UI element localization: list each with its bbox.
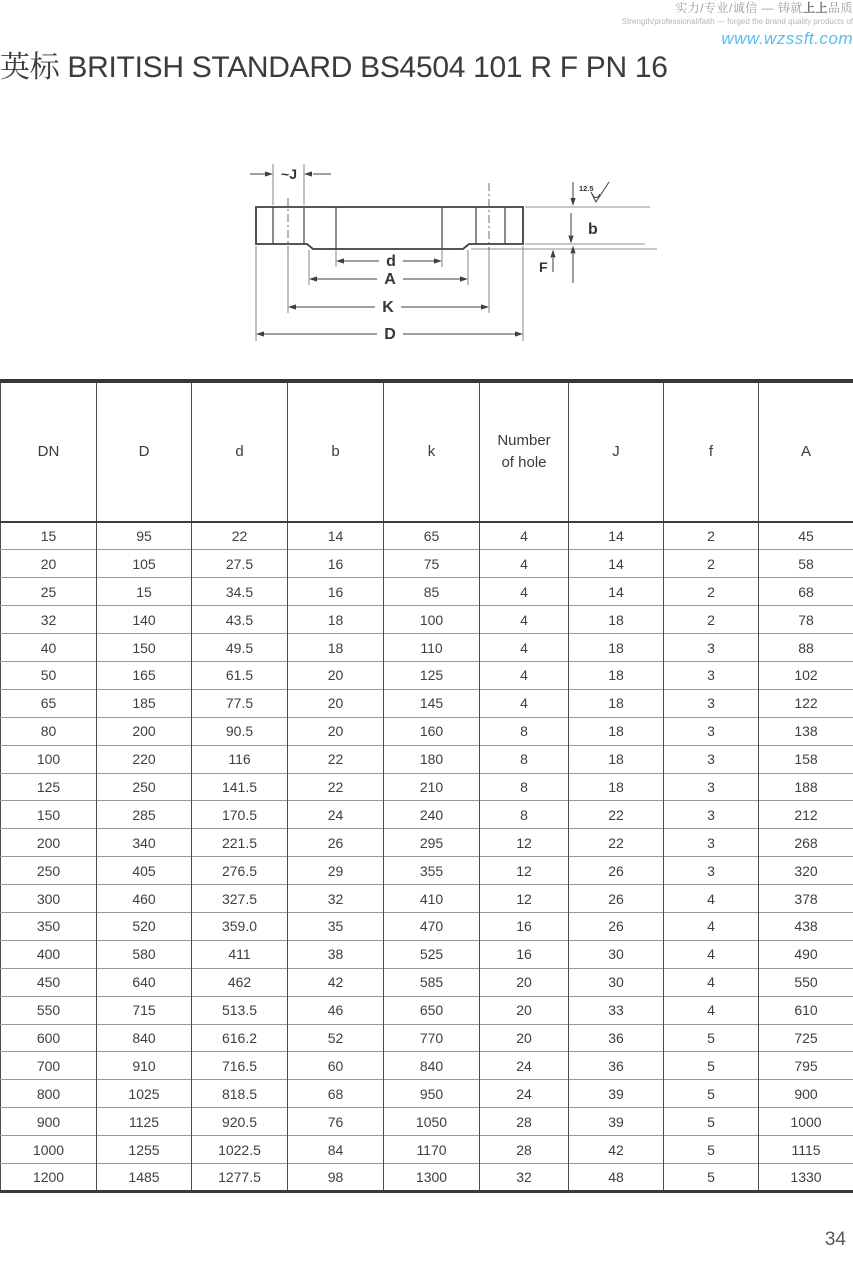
table-cell: 18 <box>569 606 664 634</box>
page-number: 34 <box>824 1229 846 1250</box>
table-cell: 212 <box>759 801 853 829</box>
table-cell: 715 <box>97 996 192 1024</box>
table-cell: 170.5 <box>192 801 288 829</box>
table-cell: 5 <box>664 1136 759 1164</box>
table-cell: 24 <box>288 801 384 829</box>
extension-lines <box>256 164 657 341</box>
table-cell: 75 <box>384 550 480 578</box>
dimension-D <box>256 326 523 343</box>
bore-lines <box>336 207 442 249</box>
table-cell: 378 <box>759 885 853 913</box>
table-cell: 20 <box>480 996 569 1024</box>
table-row <box>1 661 853 689</box>
table-cell: 18 <box>288 606 384 634</box>
table-cell: 550 <box>1 996 97 1024</box>
table-cell: 3 <box>664 829 759 857</box>
table-row <box>1 578 853 606</box>
table-cell: 38 <box>288 940 384 968</box>
table-cell: 438 <box>759 912 853 940</box>
table-cell: 22 <box>288 745 384 773</box>
table-cell: 900 <box>759 1080 853 1108</box>
table-cell: 4 <box>480 578 569 606</box>
table-cell: 30 <box>569 968 664 996</box>
brand-slogan-cn-part2: 品质 <box>827 1 853 15</box>
table-cell: 8 <box>480 745 569 773</box>
table-cell: 3 <box>664 801 759 829</box>
table-cell: 16 <box>480 912 569 940</box>
table-cell: 4 <box>664 885 759 913</box>
table-cell: 14 <box>569 578 664 606</box>
table-cell: 700 <box>1 1052 97 1080</box>
table-header-row <box>1 381 853 522</box>
table-cell: 359.0 <box>192 912 288 940</box>
table-cell: 20 <box>1 550 97 578</box>
table-cell: 340 <box>97 829 192 857</box>
table-row <box>1 550 853 578</box>
table-cell: 78 <box>759 606 853 634</box>
table-cell: 2 <box>664 606 759 634</box>
table-row <box>1 717 853 745</box>
dim-label-K: K <box>382 299 394 316</box>
table-cell: 65 <box>1 689 97 717</box>
table-row <box>1 1136 853 1164</box>
table-cell: 460 <box>97 885 192 913</box>
table-row <box>1 522 853 550</box>
table-cell: 200 <box>1 829 97 857</box>
col-header-b: b <box>288 381 384 522</box>
table-cell: 145 <box>384 689 480 717</box>
table-cell: 4 <box>664 912 759 940</box>
table-row <box>1 912 853 940</box>
table-row <box>1 829 853 857</box>
dimension-A <box>309 271 468 288</box>
table-cell: 2 <box>664 578 759 606</box>
brand-slogan-cn-bold: 上上 <box>802 1 828 15</box>
table-cell: 12 <box>480 857 569 885</box>
table-cell: 200 <box>97 717 192 745</box>
table-cell: 15 <box>1 522 97 550</box>
table-cell: 295 <box>384 829 480 857</box>
table-cell: 24 <box>480 1080 569 1108</box>
table-cell: 716.5 <box>192 1052 288 1080</box>
table-cell: 76 <box>288 1108 384 1136</box>
dimension-K <box>288 299 489 316</box>
table-cell: 1025 <box>97 1080 192 1108</box>
table-cell: 160 <box>384 717 480 745</box>
table-cell: 4 <box>480 606 569 634</box>
table-cell: 240 <box>384 801 480 829</box>
table-cell: 585 <box>384 968 480 996</box>
table-cell: 920.5 <box>192 1108 288 1136</box>
table-cell: 26 <box>569 912 664 940</box>
table-cell: 490 <box>759 940 853 968</box>
table-cell: 8 <box>480 717 569 745</box>
table-cell: 36 <box>569 1052 664 1080</box>
table-row <box>1 606 853 634</box>
table-cell: 4 <box>480 522 569 550</box>
table-cell: 18 <box>569 661 664 689</box>
table-row <box>1 968 853 996</box>
table-cell: 4 <box>480 550 569 578</box>
table-cell: 12 <box>480 885 569 913</box>
table-cell: 32 <box>1 606 97 634</box>
table-cell: 46 <box>288 996 384 1024</box>
table-cell: 50 <box>1 661 97 689</box>
table-row <box>1 1024 853 1052</box>
table-cell: 20 <box>288 689 384 717</box>
table-cell: 795 <box>759 1052 853 1080</box>
table-cell: 327.5 <box>192 885 288 913</box>
table-cell: 27.5 <box>192 550 288 578</box>
table-cell: 98 <box>288 1163 384 1191</box>
table-cell: 40 <box>1 634 97 662</box>
table-cell: 513.5 <box>192 996 288 1024</box>
table-cell: 36 <box>569 1024 664 1052</box>
table-row <box>1 634 853 662</box>
dimension-d <box>336 253 442 270</box>
table-cell: 520 <box>97 912 192 940</box>
table-cell: 25 <box>1 578 97 606</box>
table-cell: 3 <box>664 717 759 745</box>
table-cell: 150 <box>97 634 192 662</box>
table-cell: 8 <box>480 773 569 801</box>
table-cell: 250 <box>97 773 192 801</box>
table-cell: 3 <box>664 745 759 773</box>
table-cell: 5 <box>664 1080 759 1108</box>
brand-website: www.wzssft.com <box>721 28 853 48</box>
table-cell: 800 <box>1 1080 97 1108</box>
table-cell: 210 <box>384 773 480 801</box>
table-cell: 5 <box>664 1108 759 1136</box>
brand-slogan-en: Strength/professional/faith — forged the brand quality products of <box>621 16 853 26</box>
table-cell: 24 <box>480 1052 569 1080</box>
table-cell: 285 <box>97 801 192 829</box>
table-cell: 60 <box>288 1052 384 1080</box>
table-cell: 18 <box>569 745 664 773</box>
table-cell: 4 <box>664 968 759 996</box>
table-row <box>1 801 853 829</box>
table-cell: 100 <box>1 745 97 773</box>
table-cell: 22 <box>569 829 664 857</box>
table-row <box>1 1080 853 1108</box>
table-cell: 39 <box>569 1080 664 1108</box>
table-cell: 1330 <box>759 1163 853 1191</box>
table-cell: 525 <box>384 940 480 968</box>
table-cell: 65 <box>384 522 480 550</box>
table-cell: 220 <box>97 745 192 773</box>
table-cell: 20 <box>288 717 384 745</box>
table-cell: 18 <box>569 773 664 801</box>
table-cell: 300 <box>1 885 97 913</box>
table-cell: 14 <box>288 522 384 550</box>
table-cell: 150 <box>1 801 97 829</box>
dimension-b <box>568 213 598 244</box>
table-cell: 84 <box>288 1136 384 1164</box>
col-header-A: A <box>759 381 853 522</box>
table-cell: 58 <box>759 550 853 578</box>
brand-slogan-cn <box>622 2 853 16</box>
table-cell: 1300 <box>384 1163 480 1191</box>
table-cell: 35 <box>288 912 384 940</box>
table-cell: 4 <box>664 996 759 1024</box>
table-cell: 85 <box>384 578 480 606</box>
table-cell: 20 <box>480 968 569 996</box>
table-row <box>1 745 853 773</box>
table-cell: 900 <box>1 1108 97 1136</box>
table-cell: 910 <box>97 1052 192 1080</box>
table-cell: 45 <box>759 522 853 550</box>
table-cell: 26 <box>569 885 664 913</box>
table-row <box>1 773 853 801</box>
table-cell: 1050 <box>384 1108 480 1136</box>
dimension-F <box>539 246 576 284</box>
table-cell: 188 <box>759 773 853 801</box>
table-cell: 355 <box>384 857 480 885</box>
table-cell: 15 <box>97 578 192 606</box>
table-cell: 61.5 <box>192 661 288 689</box>
table-cell: 3 <box>664 857 759 885</box>
table-cell: 122 <box>759 689 853 717</box>
table-row <box>1 857 853 885</box>
table-cell: 20 <box>480 1024 569 1052</box>
table-cell: 185 <box>97 689 192 717</box>
table-cell: 68 <box>759 578 853 606</box>
table-cell: 8 <box>480 801 569 829</box>
table-cell: 22 <box>288 773 384 801</box>
table-cell: 1115 <box>759 1136 853 1164</box>
table-cell: 818.5 <box>192 1080 288 1108</box>
table-cell: 18 <box>569 634 664 662</box>
table-cell: 450 <box>1 968 97 996</box>
dim-label-b: b <box>588 221 598 238</box>
table-cell: 320 <box>759 857 853 885</box>
table-cell: 32 <box>480 1163 569 1191</box>
table-cell: 3 <box>664 689 759 717</box>
table-cell: 3 <box>664 634 759 662</box>
table-cell: 1485 <box>97 1163 192 1191</box>
table-body <box>1 522 853 1191</box>
table-cell: 250 <box>1 857 97 885</box>
table-cell: 180 <box>384 745 480 773</box>
flange-outline <box>256 207 523 249</box>
table-cell: 3 <box>664 661 759 689</box>
table-cell: 840 <box>97 1024 192 1052</box>
table-cell: 125 <box>384 661 480 689</box>
table-cell: 29 <box>288 857 384 885</box>
table-cell: 5 <box>664 1163 759 1191</box>
table-cell: 462 <box>192 968 288 996</box>
table-cell: 600 <box>1 1024 97 1052</box>
dimension-J <box>250 166 331 182</box>
table-cell: 34.5 <box>192 578 288 606</box>
table-cell: 640 <box>97 968 192 996</box>
table-cell: 950 <box>384 1080 480 1108</box>
table-cell: 3 <box>664 773 759 801</box>
table-cell: 276.5 <box>192 857 288 885</box>
table-cell: 470 <box>384 912 480 940</box>
table-cell: 5 <box>664 1052 759 1080</box>
table-row <box>1 996 853 1024</box>
table-row <box>1 1052 853 1080</box>
table-cell: 102 <box>759 661 853 689</box>
table-cell: 26 <box>288 829 384 857</box>
table-cell: 550 <box>759 968 853 996</box>
surface-roughness-symbol <box>570 182 609 206</box>
col-header-d: d <box>192 381 288 522</box>
flange-cross-section <box>256 183 523 250</box>
table-cell: 268 <box>759 829 853 857</box>
table-cell: 616.2 <box>192 1024 288 1052</box>
table-cell: 1255 <box>97 1136 192 1164</box>
brand-slogan-cn-part1: 实力/专业/诚信 — 铸就 <box>675 1 803 15</box>
table-cell: 22 <box>192 522 288 550</box>
table-cell: 5 <box>664 1024 759 1052</box>
table-cell: 1000 <box>1 1136 97 1164</box>
table-cell: 400 <box>1 940 97 968</box>
table-cell: 410 <box>384 885 480 913</box>
table-cell: 32 <box>288 885 384 913</box>
table-cell: 1277.5 <box>192 1163 288 1191</box>
table-cell: 43.5 <box>192 606 288 634</box>
table-cell: 165 <box>97 661 192 689</box>
table-cell: 4 <box>480 634 569 662</box>
table-cell: 16 <box>288 550 384 578</box>
table-cell: 88 <box>759 634 853 662</box>
dim-label-A: A <box>384 271 396 288</box>
table-cell: 80 <box>1 717 97 745</box>
table-cell: 116 <box>192 745 288 773</box>
table-cell: 12 <box>480 829 569 857</box>
table-cell: 68 <box>288 1080 384 1108</box>
table-cell: 33 <box>569 996 664 1024</box>
dim-label-D: D <box>384 326 396 343</box>
table-cell: 1125 <box>97 1108 192 1136</box>
table-cell: 138 <box>759 717 853 745</box>
table-cell: 95 <box>97 522 192 550</box>
table-cell: 125 <box>1 773 97 801</box>
col-header-number-of-hole: Number of hole <box>480 381 569 522</box>
table-row <box>1 689 853 717</box>
table-cell: 22 <box>569 801 664 829</box>
table-cell: 1170 <box>384 1136 480 1164</box>
col-header-D: D <box>97 381 192 522</box>
table-cell: 411 <box>192 940 288 968</box>
table-cell: 405 <box>97 857 192 885</box>
table-cell: 42 <box>569 1136 664 1164</box>
table-cell: 158 <box>759 745 853 773</box>
col-header-k: k <box>384 381 480 522</box>
table-cell: 650 <box>384 996 480 1024</box>
table-cell: 770 <box>384 1024 480 1052</box>
table-cell: 14 <box>569 550 664 578</box>
flange-dimension-table <box>0 379 853 1193</box>
table-cell: 39 <box>569 1108 664 1136</box>
page-title: 英标 BRITISH STANDARD BS4504 101 R F PN 16 <box>0 51 668 84</box>
dim-label-d: d <box>386 253 396 270</box>
table-cell: 49.5 <box>192 634 288 662</box>
flange-drawing <box>230 145 670 360</box>
table-cell: 77.5 <box>192 689 288 717</box>
table-cell: 4 <box>480 689 569 717</box>
table-row <box>1 1163 853 1191</box>
table-cell: 20 <box>288 661 384 689</box>
table-cell: 14 <box>569 522 664 550</box>
table-cell: 4 <box>480 661 569 689</box>
col-header-dn: DN <box>1 381 97 522</box>
table-cell: 725 <box>759 1024 853 1052</box>
table-cell: 350 <box>1 912 97 940</box>
table-cell: 4 <box>664 940 759 968</box>
table-cell: 2 <box>664 550 759 578</box>
bolt-hole-lines <box>273 207 505 244</box>
table-cell: 52 <box>288 1024 384 1052</box>
table-cell: 110 <box>384 634 480 662</box>
table-cell: 1022.5 <box>192 1136 288 1164</box>
table-row <box>1 885 853 913</box>
table-cell: 42 <box>288 968 384 996</box>
table-cell: 26 <box>569 857 664 885</box>
table-row <box>1 1108 853 1136</box>
table-cell: 610 <box>759 996 853 1024</box>
table-cell: 141.5 <box>192 773 288 801</box>
table-cell: 221.5 <box>192 829 288 857</box>
table-cell: 18 <box>569 689 664 717</box>
table-cell: 2 <box>664 522 759 550</box>
table-cell: 18 <box>288 634 384 662</box>
table-cell: 90.5 <box>192 717 288 745</box>
col-header-f: f <box>664 381 759 522</box>
table-cell: 18 <box>569 717 664 745</box>
roughness-value: 12.5 <box>579 184 594 193</box>
table-cell: 100 <box>384 606 480 634</box>
table-cell: 840 <box>384 1052 480 1080</box>
table-cell: 140 <box>97 606 192 634</box>
table-cell: 1200 <box>1 1163 97 1191</box>
table-cell: 30 <box>569 940 664 968</box>
table-cell: 16 <box>288 578 384 606</box>
table-cell: 1000 <box>759 1108 853 1136</box>
table-row <box>1 940 853 968</box>
table-cell: 28 <box>480 1136 569 1164</box>
table-cell: 48 <box>569 1163 664 1191</box>
table-cell: 28 <box>480 1108 569 1136</box>
table-cell: 16 <box>480 940 569 968</box>
dim-label-J: ~J <box>281 166 297 182</box>
table-cell: 105 <box>97 550 192 578</box>
table-cell: 580 <box>97 940 192 968</box>
dim-label-F: F <box>539 259 548 275</box>
col-header-J: J <box>569 381 664 522</box>
